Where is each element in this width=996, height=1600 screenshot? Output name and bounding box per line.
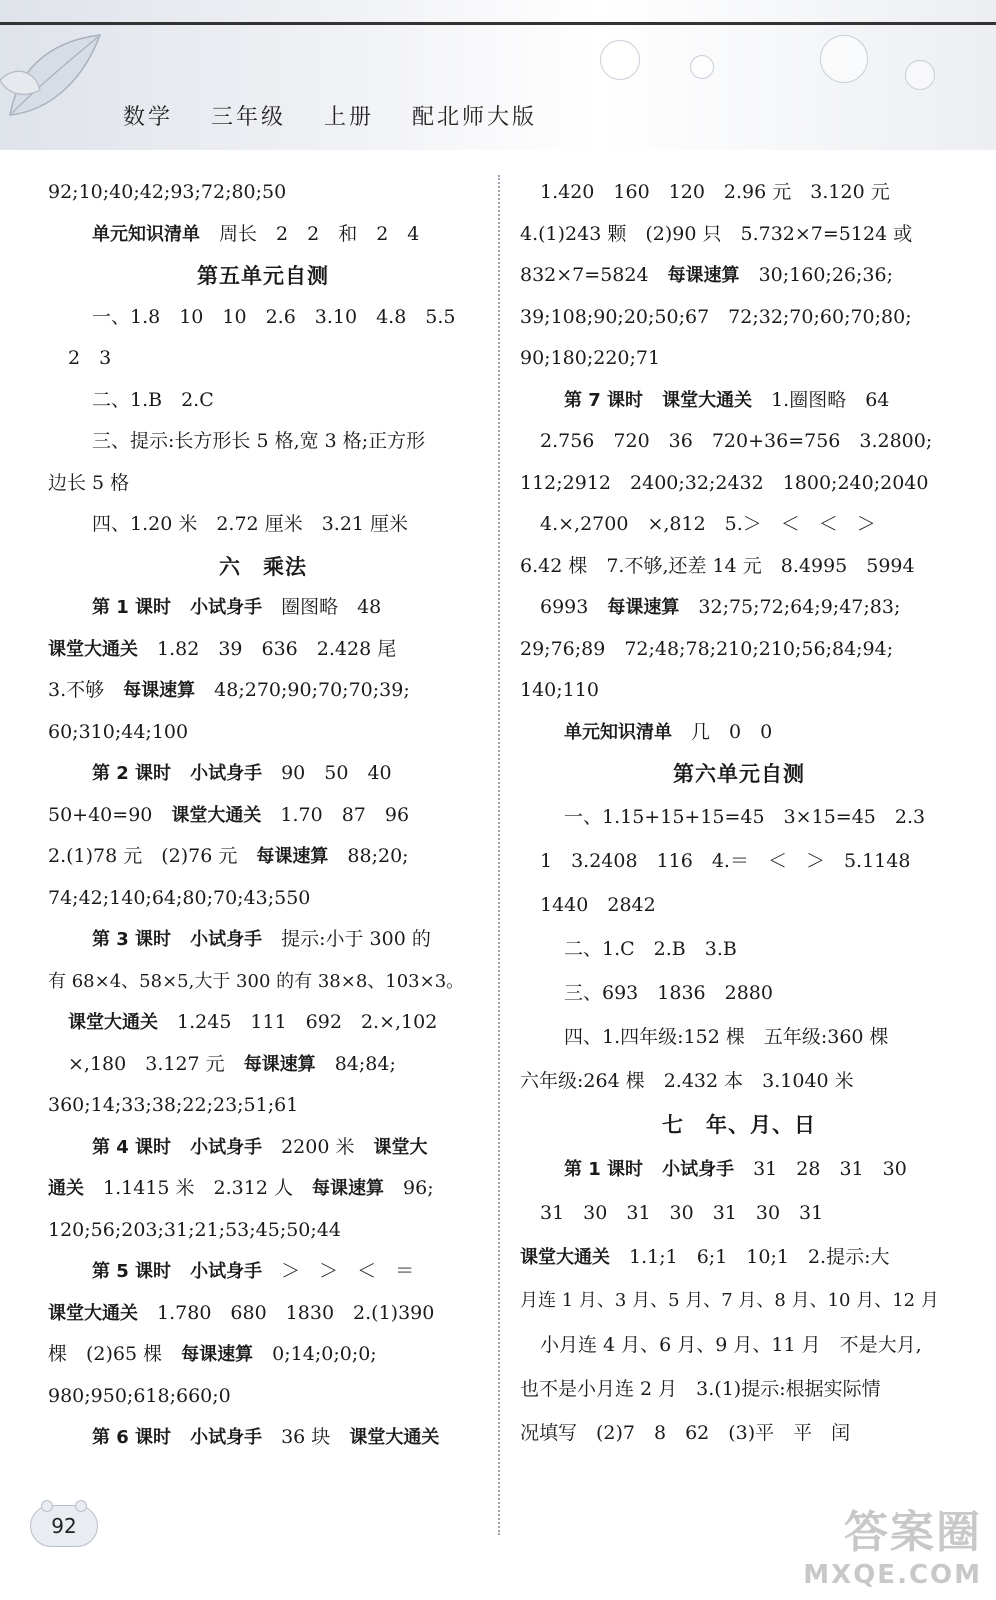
answer-line: 60;310;44;100 — [48, 720, 189, 743]
answer-line: 31 30 31 30 31 30 31 — [540, 1201, 824, 1224]
section-label: 课堂大通关 — [48, 638, 138, 660]
answer-line: 二、1.C 2.B 3.B — [564, 937, 737, 960]
answer-line: 三、提示:长方形长 5 格,宽 3 格;正方形 — [92, 430, 426, 452]
answer-line: 92;10;40;42;93;72;80;50 — [48, 181, 287, 203]
answer-line: 二、1.B 2.C — [92, 388, 214, 411]
answer-line: 边长 5 格 — [48, 471, 130, 494]
section-label: 每课速算 — [123, 680, 196, 701]
answer-line: 四、1.20 米 2.72 厘米 3.21 厘米 — [92, 513, 409, 535]
answer-line: 课堂大通关 1.82 39 636 2.428 尾 — [48, 637, 397, 660]
answer-line: 4.×,2700 ×,812 5.＞ ＜ ＜ ＞ — [540, 513, 876, 535]
section-label: 小试身手 — [662, 1158, 735, 1180]
header-grade: 三年级 — [211, 105, 287, 130]
answer-line: 单元知识清单 几 0 0 — [564, 720, 773, 743]
section-label: 小试身手 — [190, 1136, 263, 1158]
header-top-rule — [0, 22, 996, 25]
section-label: 课堂大通关 — [171, 804, 262, 826]
section-label: 课堂大 — [373, 1136, 428, 1158]
answer-line: 第 3 课时 小试身手 提示:小于 300 的 — [92, 928, 431, 950]
answer-line: 112;2912 2400;32;2432 1800;240;2040 — [520, 471, 929, 494]
lesson-label: 第 4 课时 — [92, 1136, 172, 1158]
answer-line: 120;56;203;31;21;53;45;50;44 — [48, 1218, 341, 1241]
answer-line: 课堂大通关 1.1;1 6;1 10;1 2.提示:大 — [520, 1245, 890, 1268]
answer-line: 第 1 课时 小试身手 圈图略 48 — [92, 596, 382, 618]
bubble-decoration-icon — [690, 55, 714, 79]
answer-line: 1 3.2408 116 4.＝ ＜ ＞ 5.1148 — [540, 849, 911, 872]
answer-line: 第 2 课时 小试身手 90 50 40 — [92, 762, 392, 784]
section-label: 课堂大通关 — [68, 1012, 158, 1033]
answer-line: 90;180;220;71 — [520, 347, 661, 369]
page-number: 92 — [30, 1505, 98, 1547]
section-label: 小试身手 — [190, 597, 263, 618]
answer-line: 140;110 — [520, 679, 599, 701]
section-label: 小试身手 — [190, 1261, 263, 1282]
answer-line: 单元知识清单 周长 2 2 和 2 4 — [92, 222, 420, 245]
leaf-decoration-icon — [0, 20, 110, 130]
answer-line: 第 6 课时 小试身手 36 块 课堂大通关 — [92, 1426, 440, 1448]
section-label: 每课速算 — [181, 1344, 254, 1365]
bubble-decoration-icon — [820, 35, 868, 83]
lesson-label: 第 2 课时 — [92, 763, 172, 784]
answer-line: 小月连 4 月、6 月、9 月、11 月 不是大月, — [540, 1333, 922, 1356]
section-label: 每课速算 — [243, 1053, 316, 1075]
answer-line: 39;108;90;20;50;67 72;32;70;60;70;80; — [520, 305, 912, 328]
answer-line: 2.756 720 36 720+36=756 3.2800; — [540, 430, 933, 452]
answer-line: 第 1 课时 小试身手 31 28 31 30 — [564, 1157, 907, 1180]
answer-line: 6.42 棵 7.不够,还差 14 元 8.4995 5994 — [520, 554, 915, 577]
book-header-title — [123, 100, 565, 131]
unit-heading: 第五单元自测 — [197, 263, 329, 288]
lesson-label: 第 6 课时 — [92, 1427, 172, 1448]
site-watermark — [803, 1496, 982, 1590]
answer-line: 6993 每课速算 32;75;72;64;9;47;83; — [540, 596, 901, 618]
answer-line: 三、693 1836 2880 — [564, 981, 773, 1004]
answer-line: 棵 (2)65 棵 每课速算 0;14;0;0;0; — [48, 1343, 377, 1365]
watermark-en: MXQE.COM — [803, 1560, 982, 1590]
lesson-label: 第 5 课时 — [92, 1261, 172, 1282]
answer-line: 也不是小月连 2 月 3.(1)提示:根据实际情 — [520, 1377, 881, 1400]
answer-line: 4.(1)243 颗 (2)90 只 5.732×7=5124 或 — [520, 222, 913, 245]
section-label: 课堂大通关 — [48, 1302, 138, 1324]
answer-line: 一、1.15+15+15=45 3×15=45 2.3 — [564, 805, 926, 828]
right-column — [520, 172, 958, 1455]
answer-line: 50+40=90 课堂大通关 1.70 87 96 — [48, 803, 410, 826]
bubble-decoration-icon — [905, 60, 935, 90]
section-label: 课堂大通关 — [662, 389, 753, 411]
unit-heading: 第六单元自测 — [673, 761, 805, 786]
answer-line: 1440 2842 — [540, 893, 656, 916]
left-column — [48, 172, 478, 1459]
section-label: 单元知识清单 — [564, 721, 672, 743]
answer-line: 29;76;89 72;48;78;210;210;56;84;94; — [520, 637, 894, 660]
answer-line: 四、1.四年级:152 棵 五年级:360 棵 — [564, 1025, 889, 1048]
section-label: 每课速算 — [312, 1178, 384, 1199]
answer-line: 课堂大通关 1.780 680 1830 2.(1)390 — [48, 1301, 435, 1324]
answer-line: 832×7=5824 每课速算 30;160;26;36; — [520, 264, 893, 286]
section-label: 每课速算 — [256, 846, 329, 867]
answer-line: 月连 1 月、3 月、5 月、7 月、8 月、10 月、12 月 — [520, 1289, 939, 1311]
answer-line: 980;950;618;660;0 — [48, 1384, 231, 1407]
answer-line: 六年级:264 棵 2.432 本 3.1040 米 — [520, 1069, 854, 1092]
header-volume: 上册 — [324, 105, 375, 130]
section-label: 通关 — [48, 1178, 84, 1199]
section-label: 小试身手 — [190, 929, 263, 950]
answer-line: 360;14;33;38;22;23;51;61 — [48, 1094, 299, 1116]
answer-line: 第 4 课时 小试身手 2200 米 课堂大 — [92, 1135, 428, 1158]
answer-line: 一、1.8 10 10 2.6 3.10 4.8 5.5 — [92, 305, 456, 328]
chapter-heading: 六 乘法 — [219, 553, 307, 579]
section-label: 小试身手 — [190, 1427, 263, 1448]
section-label: 单元知识清单 — [92, 223, 200, 245]
lesson-label: 第 7 课时 — [564, 389, 644, 411]
chapter-heading: 七 年、月、日 — [662, 1111, 816, 1137]
column-divider — [498, 175, 500, 1535]
answer-line: 2.(1)78 元 (2)76 元 每课速算 88;20; — [48, 845, 409, 867]
answer-line: 课堂大通关 1.245 111 692 2.×,102 — [68, 1011, 438, 1033]
bubble-decoration-icon — [600, 40, 640, 80]
answer-line: 1.420 160 120 2.96 元 3.120 元 — [540, 181, 890, 203]
answer-line: ×,180 3.127 元 每课速算 84;84; — [68, 1052, 396, 1075]
header-edition: 配北师大版 — [412, 105, 538, 130]
section-label: 课堂大通关 — [520, 1246, 610, 1268]
answer-line: 通关 1.1415 米 2.312 人 每课速算 96; — [48, 1177, 434, 1199]
lesson-label: 第 3 课时 — [92, 929, 172, 950]
answer-line: 74;42;140;64;80;70;43;550 — [48, 886, 311, 909]
answer-line: 2 3 — [68, 347, 112, 369]
answer-line: 3.不够 每课速算 48;270;90;70;70;39; — [48, 679, 410, 701]
section-label: 每课速算 — [667, 265, 740, 286]
page-header-decoration — [0, 0, 996, 150]
section-label: 每课速算 — [607, 597, 680, 618]
answer-line: 有 68×4、58×5,大于 300 的有 38×8、103×3。 — [48, 970, 465, 992]
lesson-label: 第 1 课时 — [92, 597, 172, 618]
answer-line: 第 5 课时 小试身手 ＞ ＞ ＜ ＝ — [92, 1260, 415, 1282]
header-subject: 数学 — [123, 105, 174, 130]
section-label: 小试身手 — [190, 763, 263, 784]
lesson-label: 第 1 课时 — [564, 1158, 644, 1180]
answer-line: 第 7 课时 课堂大通关 1.圈图略 64 — [564, 388, 890, 411]
section-label: 课堂大通关 — [349, 1427, 440, 1448]
watermark-cn: 答案圈 — [844, 1507, 982, 1558]
answer-line: 况填写 (2)7 8 62 (3)平 平 闰 — [520, 1421, 851, 1444]
